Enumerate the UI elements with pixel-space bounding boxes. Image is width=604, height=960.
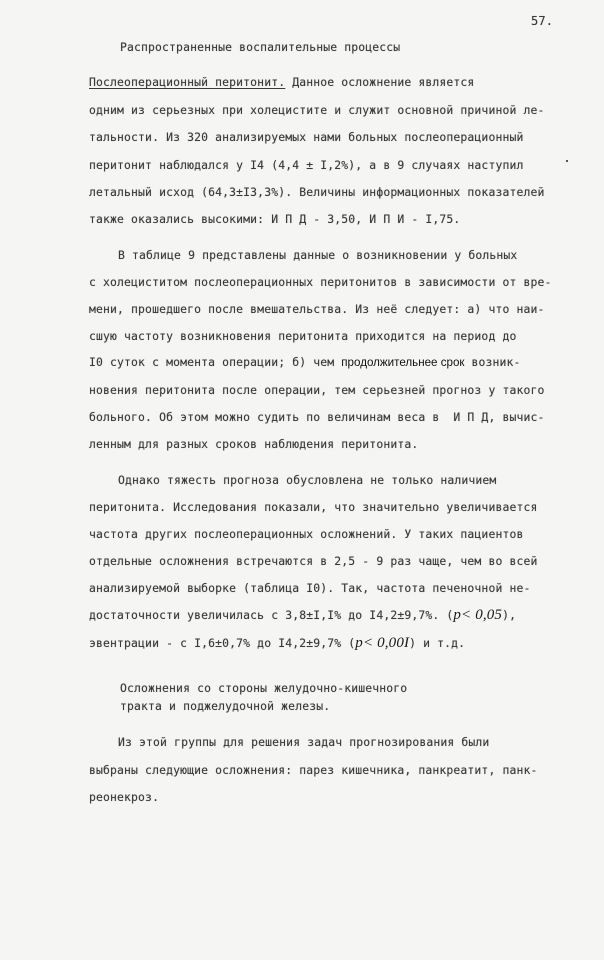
paragraph-line: летальный исход (64,3±I3,3%). Величины информационных показателей <box>89 185 545 199</box>
paragraph-line: сшую частоту возникновения перитонита приходится на период до <box>89 329 517 343</box>
paragraph-line: Из этой группы для решения задач прогнозирования были <box>118 735 490 749</box>
para3-line6-end: ), <box>502 608 517 622</box>
paragraph-line: ленным для разных сроков наблюдения перитонита. <box>89 437 419 451</box>
paragraph-line <box>89 608 516 622</box>
paragraph-line: также оказались высокими: И П Д - 3,50, И П И - I,75. <box>89 212 461 226</box>
paragraph-line: мени, прошедшего после вмешательства. Из неё следует: а) что наи- <box>89 302 545 316</box>
paragraph-line: перитонит наблюдался у I4 (4,4 ± I,2%), а в 9 случаях наступил <box>89 158 524 172</box>
p-value-2: p< 0,00I <box>355 635 410 651</box>
scan-speck <box>566 160 568 162</box>
paragraph-line <box>89 355 521 370</box>
subheading-line: Осложнения со стороны желудочно-кишечного <box>120 681 408 695</box>
paragraph-line: реонекроз. <box>89 790 160 804</box>
paragraph-line: частота других послеоперационных осложнений. У таких пациентов <box>89 527 524 541</box>
para2-line5-start: I0 суток с момента операции; б) чем <box>89 355 342 369</box>
para2-line5-insert: продолжительнее срок <box>341 356 465 369</box>
paragraph-line: одним из серьезных при холецистите и служит основной причиной ле- <box>89 103 545 117</box>
paragraph-line <box>89 636 465 650</box>
paragraph-line: перитонита. Исследования показали, что значительно увеличивается <box>89 500 538 514</box>
paragraph-line: с холециститом послеоперационных перитонитов в зависимости от вре- <box>89 275 552 289</box>
para3-line7-start: эвентрации - с I,6±0,7% до I4,2±9,7% ( <box>89 636 356 650</box>
para3-line6-start: достаточности увеличилась с 3,8±I,I% до I4,2±9,7%. ( <box>89 608 454 622</box>
subheading-line: тракта и поджелудочной железы. <box>120 699 331 713</box>
para3-line7-end: ) и т.д. <box>409 636 466 650</box>
para1-line1-rest: Данное осложнение является <box>285 75 475 89</box>
para2-line5-end: возник- <box>464 355 521 369</box>
p-value-1: p< 0,05 <box>453 607 503 623</box>
paragraph-line <box>89 75 474 89</box>
page-number: 57. <box>531 14 554 28</box>
para1-heading: Послеоперационный перитонит. <box>89 75 286 89</box>
section-title: Распространенные воспалительные процессы <box>120 40 401 54</box>
paragraph-line: отдельные осложнения встречаются в 2,5 - 9 раз чаще, чем во всей <box>89 554 538 568</box>
paragraph-line: больного. Об этом можно судить по величинам веса в И П Д, вычис- <box>89 410 545 424</box>
paragraph-line: выбраны следующие осложнения: парез кишечника, панкреатит, панк- <box>89 763 538 777</box>
paragraph-line: Однако тяжесть прогноза обусловлена не только наличием <box>118 473 497 487</box>
paragraph-line: новения перитонита после операции, тем серьезней прогноз у такого <box>89 383 545 397</box>
paragraph-line: анализируемой выборке (таблица I0). Так, частота печеночной не- <box>89 581 531 595</box>
paragraph-line: В таблице 9 представлены данные о возникновении у больных <box>118 248 518 262</box>
paragraph-line: тальности. Из 320 анализируемых нами больных послеоперационный <box>89 130 524 144</box>
